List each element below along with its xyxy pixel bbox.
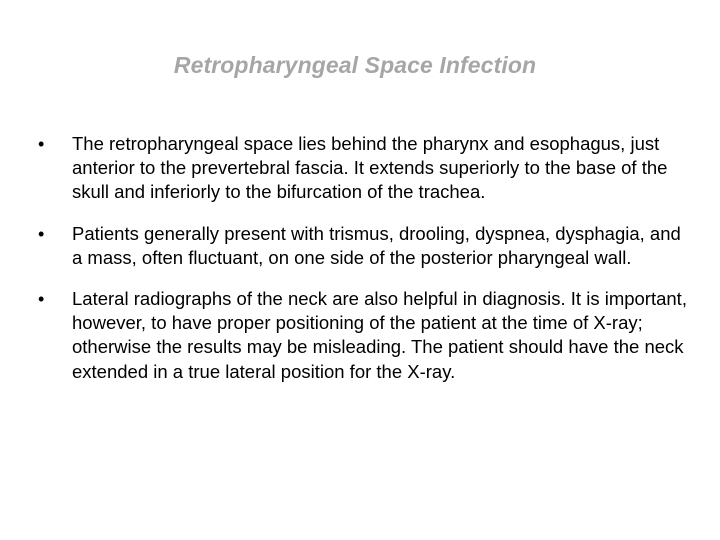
slide-title: Retropharyngeal Space Infection — [173, 52, 537, 78]
bullet-list — [30, 132, 690, 401]
bullet-item — [30, 222, 690, 270]
bullet-text: Patients generally present with trismus, drooling, dyspnea, dysphagia, and a mass, often fluctuant, on one side of the posterior pharyngeal wall. — [72, 222, 681, 268]
bullet-dot-icon: • — [38, 223, 45, 244]
bullet-item — [30, 132, 690, 205]
bullet-text: Lateral radiographs of the neck are also helpful in diagnosis. It is important, however, to have proper positioning of the patient at the time of X-ray; otherwise the results may be misleading. The patient should have the neck extended in a true lateral position for the X-ray. — [72, 288, 687, 382]
bullet-text: The retropharyngeal space lies behind the pharynx and esophagus, just anterior to the prevertebral fascia. It extends superiorly to the base of the skull and inferiorly to the bifurcation of the trachea. — [72, 133, 668, 203]
bullet-dot-icon: • — [38, 289, 45, 310]
bullet-dot-icon: • — [38, 134, 45, 154]
bullet-item — [30, 287, 690, 384]
